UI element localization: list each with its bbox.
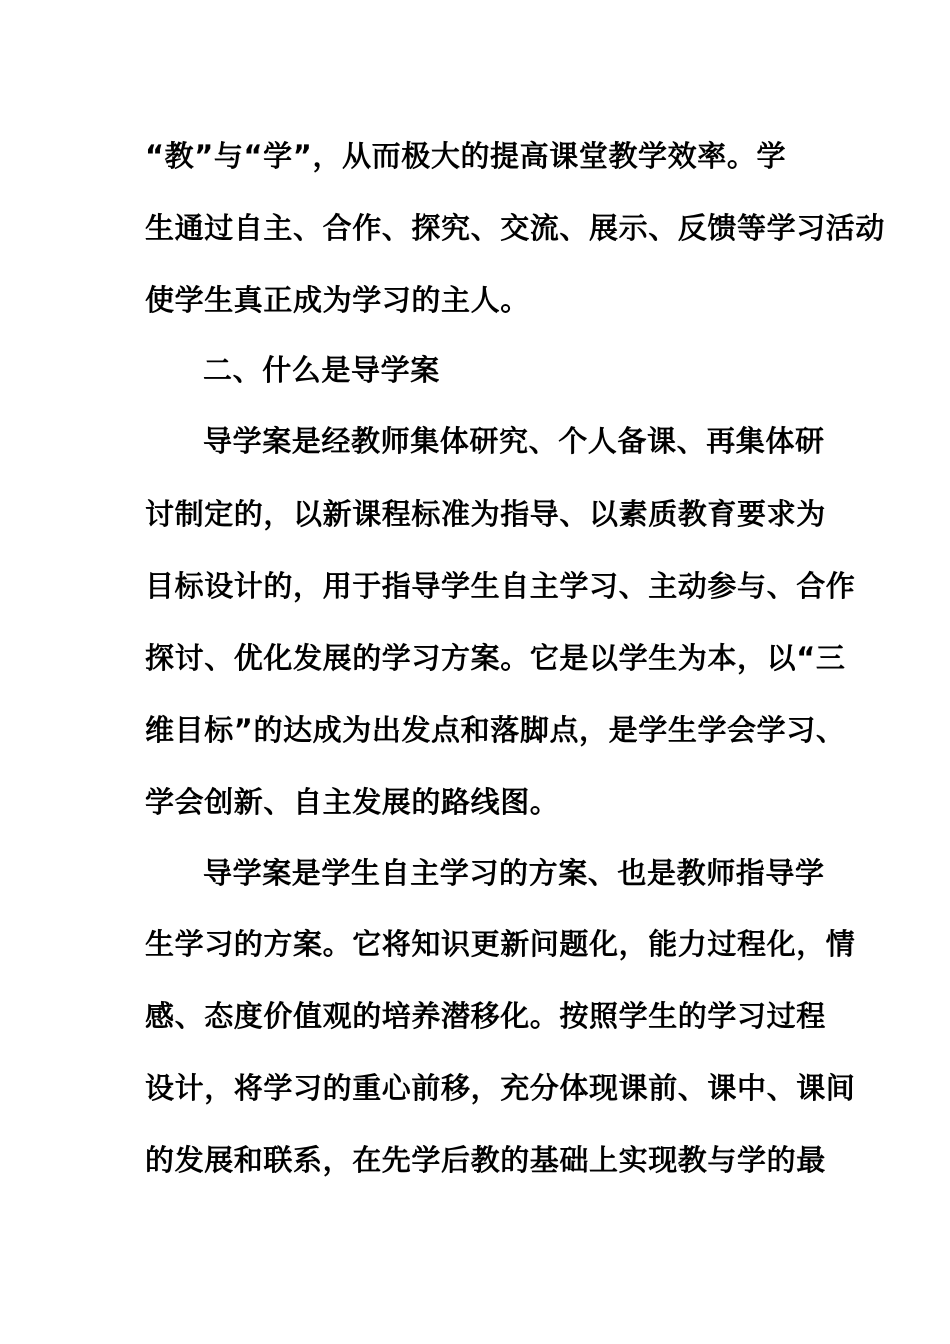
text-line: 讨制定的，以新课程标准为指导、以素质教育要求为: [145, 497, 826, 531]
text-line: 生通过自主、合作、探究、交流、展示、反馈等学习活动: [145, 211, 886, 245]
text-line: 目标设计的，用于指导学生自主学习、主动参与、合作: [145, 569, 856, 603]
text-line: 导学案是经教师集体研究、个人备课、再集体研: [203, 424, 825, 458]
section-heading: 二、什么是导学案: [203, 353, 440, 387]
text-line: 维目标”的达成为出发点和落脚点，是学生学会学习、: [145, 713, 846, 747]
text-line: 的发展和联系，在先学后教的基础上实现教与学的最: [145, 1143, 826, 1177]
text-line: 感、态度价值观的培养潜移化。按照学生的学习过程: [145, 999, 826, 1033]
text-line: “教”与“学”，从而极大的提高课堂教学效率。学: [145, 139, 787, 173]
text-line: 生学习的方案。它将知识更新问题化，能力过程化，情: [145, 927, 856, 961]
text-line: 学会创新、自主发展的路线图。: [145, 785, 560, 819]
text-line: 探讨、优化发展的学习方案。它是以学生为本，以“三: [145, 641, 846, 675]
text-line: 导学案是学生自主学习的方案、也是教师指导学: [203, 856, 825, 890]
text-line: 使学生真正成为学习的主人。: [145, 283, 530, 317]
text-line: 设计，将学习的重心前移，充分体现课前、课中、课间: [145, 1071, 856, 1105]
